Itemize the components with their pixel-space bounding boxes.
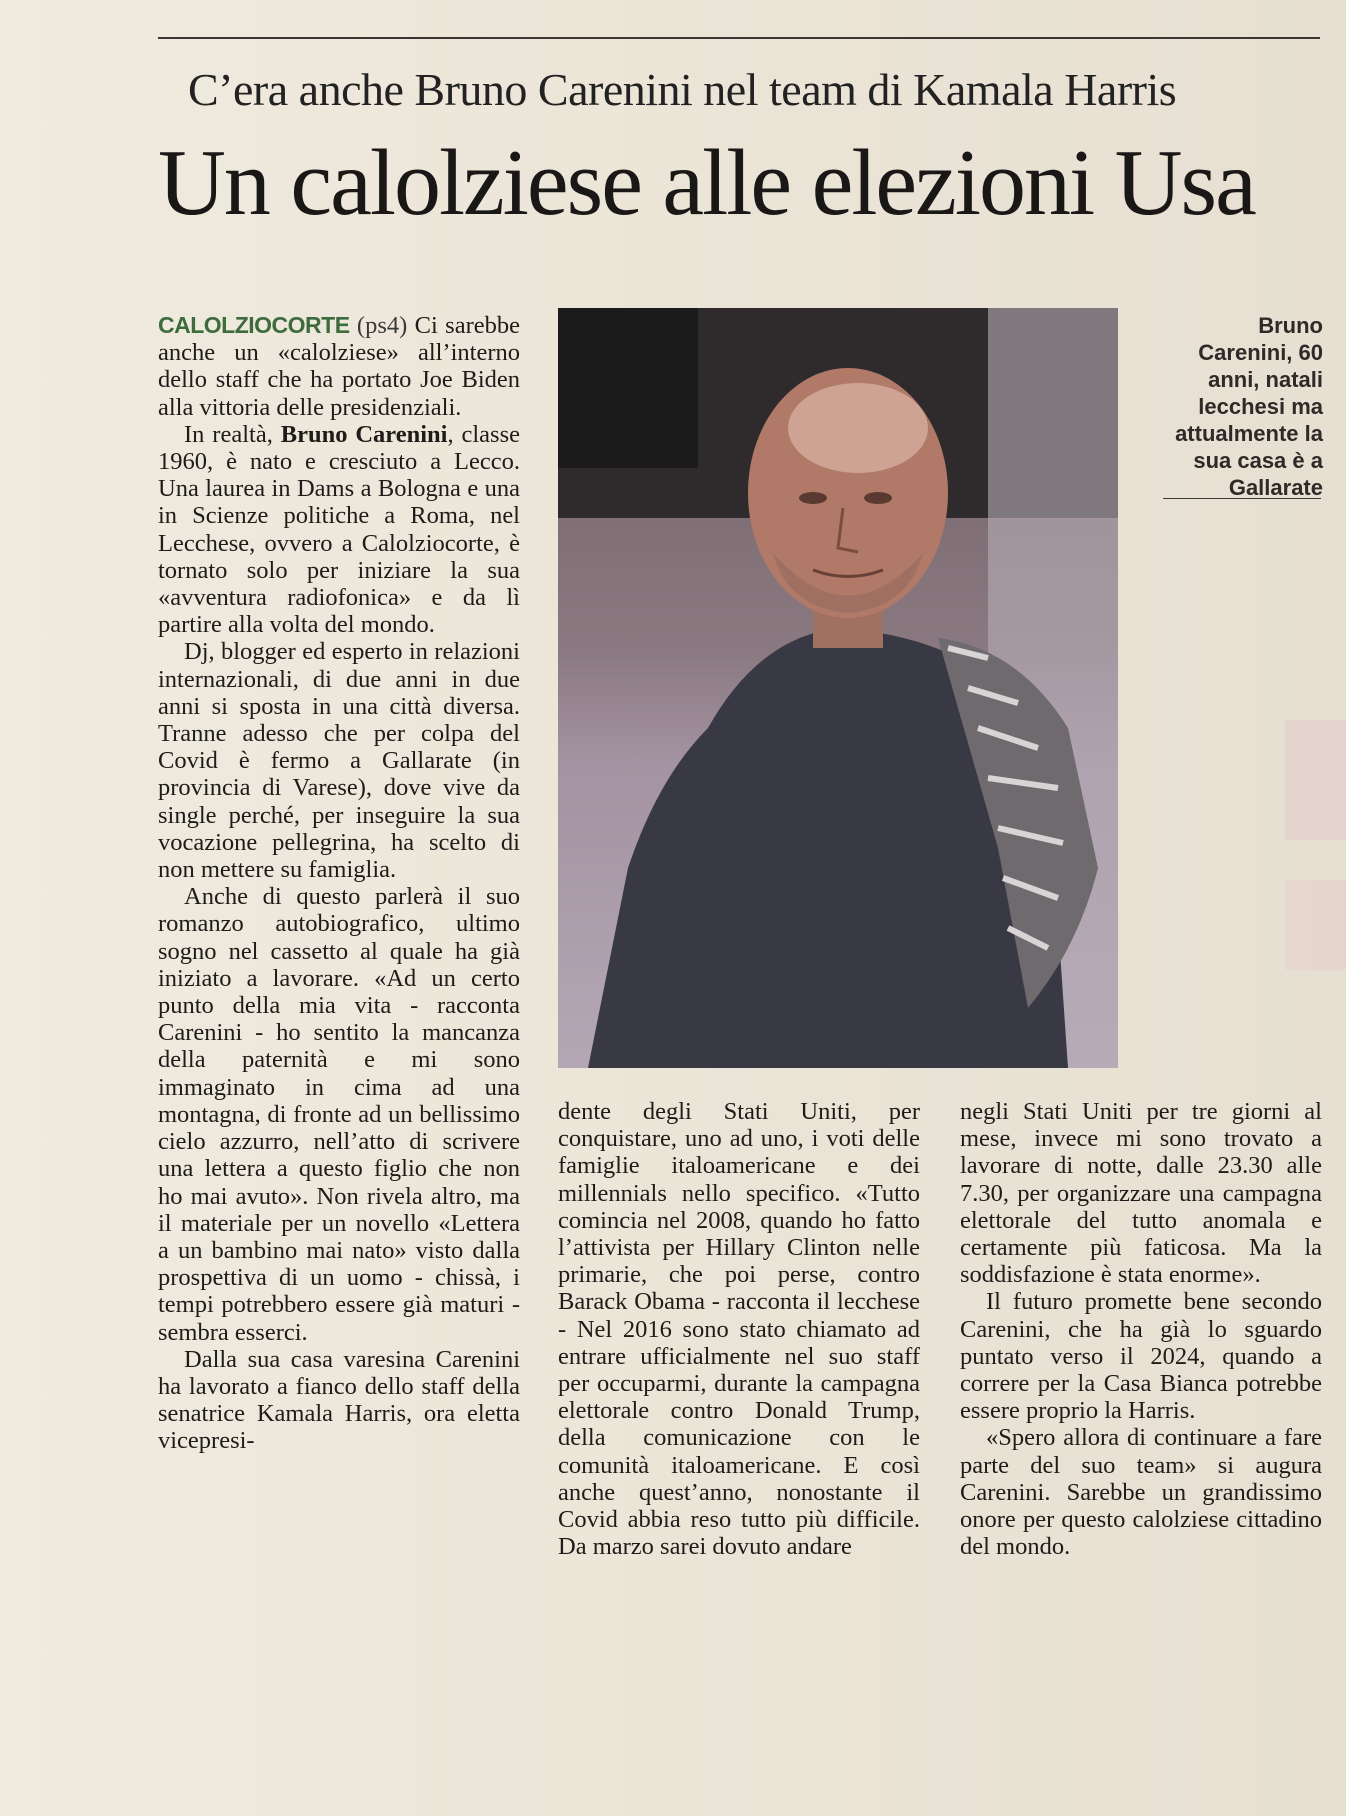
article-headline: Un calolziese alle elezioni Usa xyxy=(158,131,1255,235)
person-name: Bruno Carenini xyxy=(280,420,448,448)
paragraph: Il futuro promette bene secondo Carenini, che ha già lo sguardo puntato verso il 2024, quando a correre per la Casa Bianca potrebbe essere proprio la Harris. xyxy=(960,1288,1322,1425)
paragraph: negli Stati Uniti per tre giorni al mese, invece mi sono trovato a lavorare di notte, dalle 23.30 alle 7.30, per organizzare una campagna elettorale del tutto anomala e certamente più faticosa. Ma la soddisfazione è stata enorme». xyxy=(960,1098,1322,1289)
paragraph xyxy=(158,312,520,421)
paragraph: «Spero allora di continuare a fare parte del suo team» si augura Carenini. Sarebbe un grandissimo onore per questo calolziese cittadino del mondo. xyxy=(960,1424,1322,1561)
top-rule xyxy=(158,37,1320,39)
paragraph: Anche di questo parlerà il suo romanzo autobiografico, ultimo sogno nel cassetto al quale ha già iniziato a lavorare. «Ad un certo punto della mia vita - racconta Carenini - ho sentito la mancanza della paternità e mi sono immaginato in cima ad una montagna, di fronte ad un bellissimo cielo azzurro, nell’atto di scrivere una lettera a questo figlio che non ho mai avuto». Non rivela altro, ma il materiale per un novello «Lettera a un bambino mai nato» visto dalla prospettiva di un uomo - chissà, i tempi potrebbero essere già maturi - sembra esserci. xyxy=(158,883,520,1346)
photo-eye xyxy=(864,492,892,504)
byline: (ps4) xyxy=(356,312,408,339)
photo-eye xyxy=(799,492,827,504)
photo-caption: Bruno Carenini, 60 anni, natali lecchesi ma attualmente la sua casa è a Gallarate xyxy=(1175,313,1323,500)
photo-background-window xyxy=(558,308,698,468)
paragraph-text: In realtà, xyxy=(184,420,273,448)
bleed-through-tint xyxy=(1285,720,1346,840)
paragraph-text: Ci sarebbe anche un «calolziese» all’interno dello staff che ha portato Joe Biden alla vittoria delle presidenziali. xyxy=(158,312,520,421)
paragraph-text: , classe 1960, è nato e cresciuto a Lecco. Una laurea in Dams a Bologna e una in Scienze politiche a Roma, nel Lecchese, ovvero a Calolziocorte, è tornato solo per iniziare la sua «avventura radiofonica» e da lì partire alla volta del mondo. xyxy=(158,420,520,639)
paragraph xyxy=(158,421,520,639)
article-column-3 xyxy=(960,1098,1322,1560)
article-photo xyxy=(558,308,1118,1068)
bleed-through-tint xyxy=(1285,880,1346,970)
photo-head-highlight xyxy=(788,383,928,473)
article-column-1 xyxy=(158,312,520,1455)
dateline: CALOLZIOCORTE xyxy=(158,312,350,338)
paragraph: Dalla sua casa varesina Carenini ha lavorato a fianco dello staff della senatrice Kamala Harris, ora eletta vicepresi- xyxy=(158,1345,520,1455)
article-kicker: C’era anche Bruno Carenini nel team di Kamala Harris xyxy=(188,64,1177,115)
caption-rule xyxy=(1163,498,1321,499)
paragraph: dente degli Stati Uniti, per conquistare, uno ad uno, i voti delle famiglie italoamericane e dei millennials nello specifico. «Tutto comincia nel 2008, quando ho fatto l’attivista per Hillary Clinton nelle primarie, che poi perse, contro Barack Obama - racconta il lecchese - Nel 2016 sono stato chiamato ad entrare ufficialmente nel suo staff per occuparmi, durante la campagna elettorale contro Donald Trump, della comunicazione con le comunità italoamericane. E così anche quest’anno, nonostante il Covid abbia reso tutto più difficile. Da marzo sarei dovuto andare xyxy=(558,1098,920,1561)
paragraph: Dj, blogger ed esperto in relazioni internazionali, di due anni in due anni si sposta in una città diversa. Tranne adesso che per colpa del Covid è fermo a Gallarate (in provincia di Varese), dove vive da single perché, per inseguire la sua vocazione pellegrina, ha scelto di non mettere su famiglia. xyxy=(158,638,520,884)
article-column-2 xyxy=(558,1098,920,1560)
portrait-illustration xyxy=(558,308,1118,1068)
